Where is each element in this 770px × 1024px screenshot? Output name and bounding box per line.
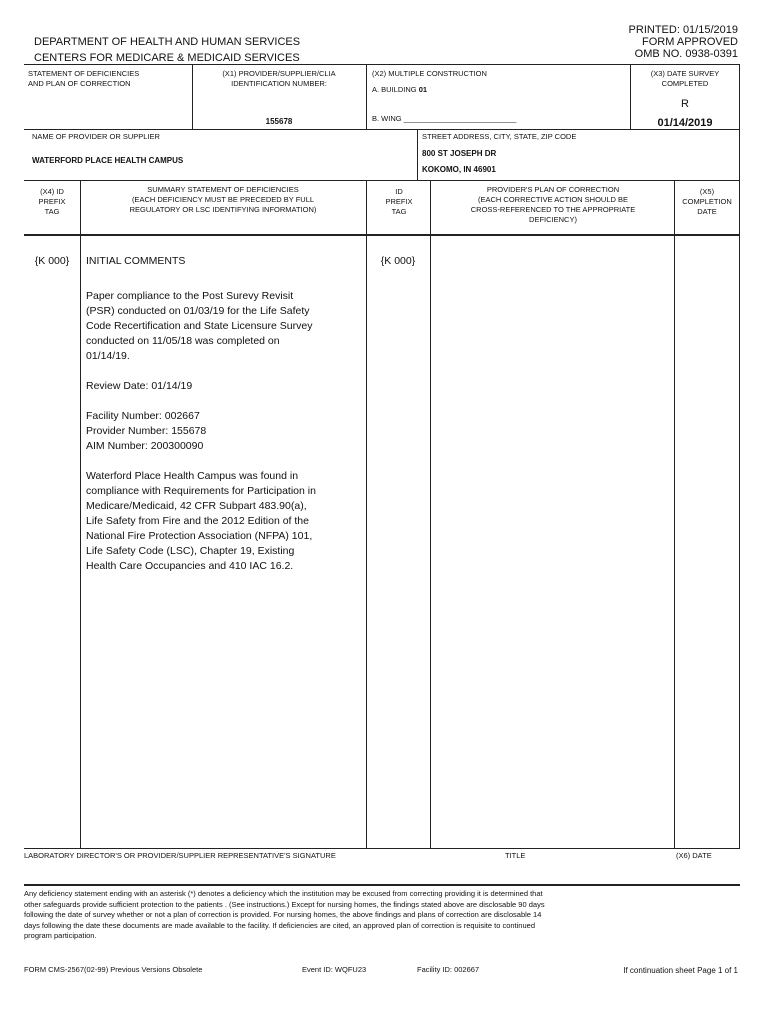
provider-name: WATERFORD PLACE HEALTH CAMPUS — [32, 156, 184, 165]
divider-x2 — [366, 64, 367, 129]
divider-x1 — [192, 64, 193, 129]
col-divider-1 — [80, 180, 81, 848]
paragraph: Paper compliance to the Post Surevy Revisit (PSR) conducted on 01/03/19 for the Life Safety Code Recertification and State Licensure Survey conducted on 11/05/18 was completed on 01/14/19. — [86, 290, 313, 362]
tag-right: {K 000} — [380, 255, 416, 267]
initial-comments-heading: INITIAL COMMENTS — [86, 255, 186, 267]
title-label: TITLE — [505, 851, 526, 860]
department-name: DEPARTMENT OF HEALTH AND HUMAN SERVICES — [34, 36, 301, 48]
form-header-left — [34, 34, 300, 66]
disclaimer-footnote: Any deficiency statement ending with an asterisk (*) denotes a deficiency which the institution may be excused from correcting providing it is determined that other safeguards provide sufficient protection to the patients . (See instructions.) Except for nursing homes, the findings stated above are disclosable 90 days following the date of survey whether or not a plan of correction is provided. For nursing homes, the above findings and plans of correction are disclosable 14 days following the date these documents are made available to the facility. If deficiencies are cited, an approved plan of correction is requisite to continued program participation. — [24, 889, 545, 940]
x1-label: (X1) PROVIDER/SUPPLIER/CLIA IDENTIFICATION NUMBER: — [222, 69, 336, 88]
column-header-bottom — [24, 234, 740, 236]
x1-value: 155678 — [265, 117, 293, 126]
col-divider-5 — [739, 180, 740, 848]
agency-name: CENTERS FOR MEDICARE & MEDICAID SERVICES — [34, 52, 300, 64]
address-line1: 800 ST JOSEPH DR — [422, 149, 497, 158]
box-line-3 — [24, 180, 740, 181]
x4-header: (X4) ID PREFIX TAG — [38, 187, 66, 216]
id-prefix-header: ID PREFIX TAG — [385, 187, 413, 216]
box-line-2 — [24, 129, 740, 130]
box-right-edge — [739, 64, 740, 180]
signature-bottom-line — [24, 884, 740, 886]
divider-address — [417, 129, 418, 180]
address-label: STREET ADDRESS, CITY, STATE, ZIP CODE — [422, 132, 577, 141]
event-id: Event ID: WQFU23 — [302, 965, 367, 974]
page-number: If continuation sheet Page 1 of 1 — [623, 966, 738, 975]
x2-label: (X2) MULTIPLE CONSTRUCTION — [372, 69, 487, 78]
comments-body — [86, 289, 364, 589]
form-number: FORM CMS-2567(02-99) Previous Versions Obsolete — [24, 965, 203, 974]
x5-header: (X5) COMPLETION DATE — [682, 187, 732, 216]
signature-top-line — [24, 848, 740, 849]
statement-label: STATEMENT OF DEFICIENCIES AND PLAN OF CORRECTION — [28, 69, 140, 88]
divider-x3 — [630, 64, 631, 129]
plan-header: PROVIDER'S PLAN OF CORRECTION (EACH CORRECTIVE ACTION SHOULD BE CROSS-REFERENCED TO THE APPROPRIATE DEFICIENCY) — [470, 185, 636, 224]
building-row — [372, 85, 427, 95]
summary-header: SUMMARY STATEMENT OF DEFICIENCIES (EACH DEFICIENCY MUST BE PRECEDED BY FULL REGULATORY OR LSC IDENTIFYING INFORMATION) — [129, 185, 317, 214]
building-label: A. BUILDING — [372, 85, 417, 94]
paragraph: Waterford Place Health Campus was found in compliance with Requirements for Participation in Medicare/Medicaid, 42 CFR Subpart 483.90(a), Life Safety from Fire and the 2012 Edition of the National Fire Protection Association (NFPA) 101, Life Safety Code (LSC), Chapter 19, Existing Health Care Occupancies and 410 IAC 16.2. — [86, 470, 316, 572]
col-divider-4 — [674, 180, 675, 848]
x3-r: R — [681, 98, 689, 110]
col-divider-2 — [366, 180, 367, 848]
paragraph: Review Date: 01/14/19 — [86, 380, 193, 392]
signature-label: LABORATORY DIRECTOR'S OR PROVIDER/SUPPLIER REPRESENTATIVE'S SIGNATURE — [24, 851, 336, 860]
omb-number: OMB NO. 0938-0391 — [634, 48, 738, 60]
printed-date: PRINTED: 01/15/2019 — [628, 24, 738, 36]
x6-date-label: (X6) DATE — [676, 851, 712, 860]
paragraph: Facility Number: 002667 Provider Number: 155678 AIM Number: 200300090 — [86, 410, 207, 452]
form-header-right — [629, 24, 738, 60]
tag-left: {K 000} — [34, 255, 70, 267]
form-approved: FORM APPROVED — [642, 36, 738, 48]
facility-id: Facility ID: 002667 — [417, 965, 480, 974]
x3-label: (X3) DATE SURVEY COMPLETED — [650, 69, 720, 88]
col-divider-3 — [430, 180, 431, 848]
building-value: 01 — [418, 85, 428, 94]
box-top-line — [24, 64, 740, 65]
address-line2: KOKOMO, IN 46901 — [422, 165, 496, 174]
survey-date: 01/14/2019 — [657, 117, 713, 129]
provider-name-label: NAME OF PROVIDER OR SUPPLIER — [32, 132, 160, 141]
wing-label: B. WING ___________________________ — [372, 114, 517, 123]
